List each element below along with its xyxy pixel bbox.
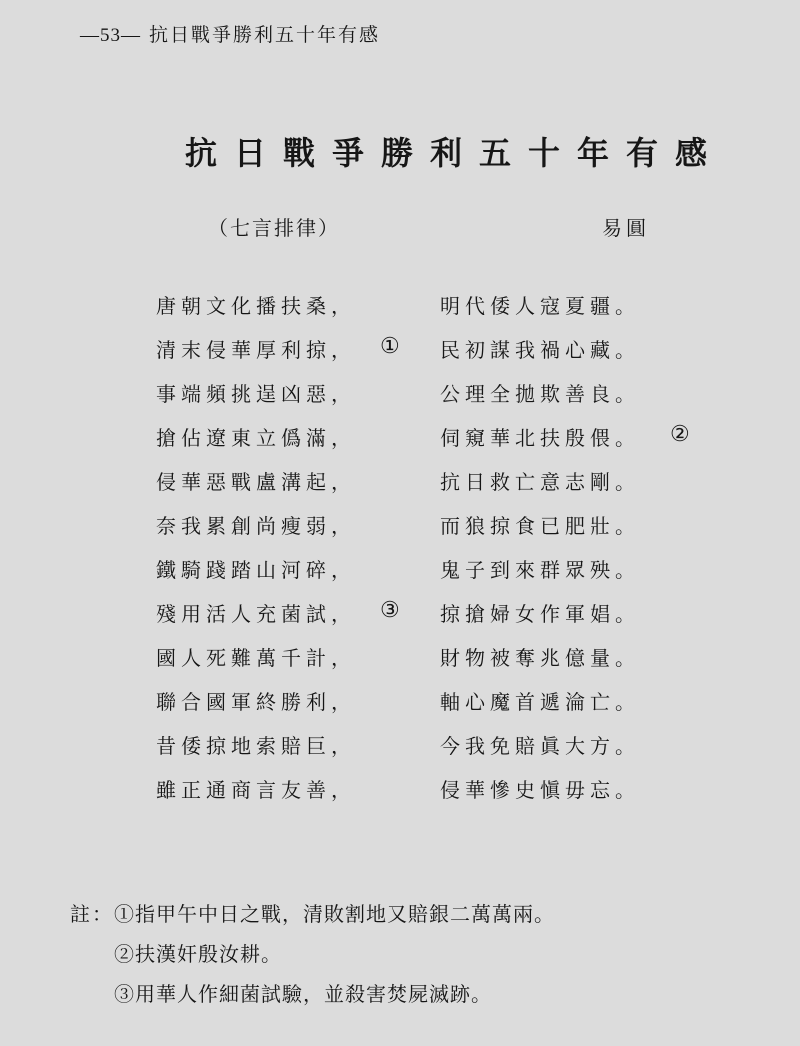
footnote-item: ①指甲午中日之戰，清敗割地又賠銀二萬萬兩。	[114, 902, 555, 926]
poem-line	[0, 730, 800, 774]
poem-line-left: 聯合國軍終勝利，	[156, 690, 356, 714]
poem-line-right: 公理全拋欺善良。	[440, 382, 640, 406]
poem-line-left: 事端頻挑逞凶惡，	[156, 382, 356, 406]
poem-line-right: 今我免賠眞大方。	[440, 734, 640, 758]
poem-line	[0, 378, 800, 422]
poem-line-left: 侵華惡戰盧溝起，	[156, 470, 356, 494]
poem-line-left: 唐朝文化播扶桑，	[156, 294, 356, 318]
footnote-marker: ③	[380, 598, 400, 623]
poem-line	[0, 510, 800, 554]
poem-line-left: 殘用活人充菌試，	[156, 602, 356, 626]
poem-line-right: 財物被奪兆億量。	[440, 646, 640, 670]
poem-line	[0, 466, 800, 510]
poem-line-left: 雖正通商言友善，	[156, 778, 356, 802]
footnote-marker: ②	[670, 422, 690, 447]
poem-line	[0, 422, 800, 466]
poem-line-right: 鬼子到來群眾殃。	[440, 558, 640, 582]
poem-line-right: 侵華慘史愼毋忘。	[440, 778, 640, 802]
poem-line	[0, 774, 800, 818]
footnotes-label: 註：	[70, 902, 114, 926]
poem-line-left: 搶佔遼東立僞滿，	[156, 426, 356, 450]
running-header-title: 抗日戰爭勝利五十年有感	[149, 24, 381, 46]
footnote-item: ③用華人作細菌試驗，並殺害焚屍滅跡。	[114, 982, 492, 1006]
poem-line-right: 伺窺華北扶殷偎。	[440, 426, 640, 450]
poem-line	[0, 290, 800, 334]
poem-line-right: 而狼掠食已肥壯。	[440, 514, 640, 538]
running-header	[80, 20, 380, 47]
poem-line-left: 國人死難萬千計，	[156, 646, 356, 670]
footnote-item: ②扶漢奸殷汝耕。	[114, 942, 282, 966]
poem-line	[0, 554, 800, 598]
poem-line	[0, 598, 800, 642]
poem-line	[0, 642, 800, 686]
poem-line-right: 軸心魔首遞淪亡。	[440, 690, 640, 714]
poem-line-right: 明代倭人寇夏疆。	[440, 294, 640, 318]
poem-line	[0, 686, 800, 730]
poem-author: 易圓	[602, 216, 650, 240]
footnote-marker: ①	[380, 334, 400, 359]
page-number: —53—	[80, 25, 141, 46]
poem-line-right: 抗日救亡意志剛。	[440, 470, 640, 494]
poem-line-left: 昔倭掠地索賠巨，	[156, 734, 356, 758]
poem-form: （七言排律）	[208, 216, 340, 240]
poem-line-left: 奈我累創尚瘦弱，	[156, 514, 356, 538]
poem-line-left: 鐵騎踐踏山河碎，	[156, 558, 356, 582]
poem-line	[0, 334, 800, 378]
poem-title: 抗日戰爭勝利五十年有感	[185, 134, 725, 172]
poem-line-right: 民初謀我禍心藏。	[440, 338, 640, 362]
poem-line-right: 掠搶婦女作軍娼。	[440, 602, 640, 626]
poem-line-left: 清末侵華厚利掠，	[156, 338, 356, 362]
